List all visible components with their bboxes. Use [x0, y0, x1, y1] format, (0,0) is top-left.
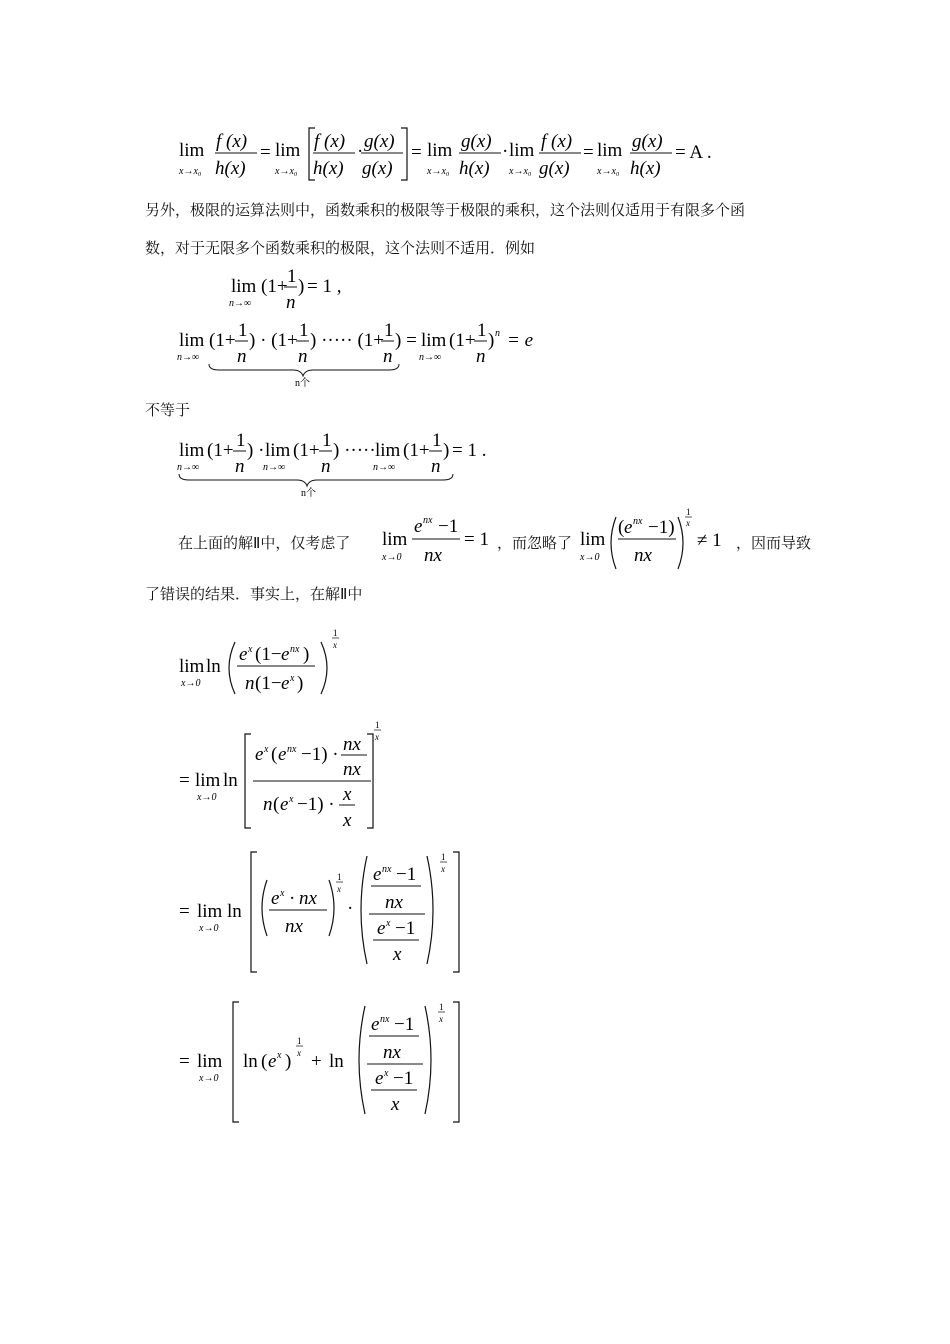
- svg-text:x: x: [375, 732, 379, 742]
- svg-text:x: x: [280, 888, 285, 899]
- svg-text:ln: ln: [243, 1051, 258, 1072]
- svg-text:x: x: [337, 884, 341, 894]
- svg-text:=: =: [179, 1051, 190, 1072]
- svg-text:x: x: [384, 1068, 389, 1079]
- svg-text:nx: nx: [287, 744, 297, 755]
- svg-text:=: =: [260, 142, 271, 163]
- svg-text:) ·: ) ·: [247, 440, 265, 461]
- svg-text:lim: lim: [580, 529, 606, 550]
- svg-text:n→∞: n→∞: [419, 352, 442, 363]
- derivation-step-1: [175, 626, 375, 698]
- svg-text:e: e: [373, 864, 382, 885]
- svg-text:): ): [303, 644, 310, 665]
- svg-text:nx: nx: [634, 545, 652, 566]
- svg-text:·: ·: [347, 898, 354, 919]
- svg-text:nx: nx: [285, 916, 303, 937]
- derivation-step-3: [175, 846, 475, 976]
- svg-text:g(x): g(x): [632, 131, 663, 152]
- svg-text:x→0: x→0: [181, 678, 201, 689]
- svg-text:lim: lim: [421, 330, 447, 351]
- svg-text:1: 1: [375, 720, 380, 730]
- svg-text:n→∞: n→∞: [229, 298, 252, 309]
- svg-text:1: 1: [322, 430, 332, 451]
- svg-text:n: n: [298, 346, 308, 367]
- svg-text:n: n: [245, 673, 255, 694]
- paragraph-inline-text: 在上面的解Ⅱ中，仅考虑了: [178, 534, 351, 552]
- svg-text:e: e: [278, 744, 287, 765]
- svg-text:lim: lim: [197, 901, 223, 922]
- svg-text:1: 1: [333, 628, 338, 638]
- svg-text:1: 1: [299, 320, 309, 341]
- svg-text:n→∞: n→∞: [177, 352, 200, 363]
- svg-text:x→x₀: x→x₀: [597, 166, 620, 177]
- svg-text:x: x: [386, 918, 391, 929]
- svg-text:x: x: [441, 864, 445, 874]
- svg-text:= e: = e: [507, 330, 534, 351]
- inline-formula-limit-neq: [576, 505, 736, 575]
- svg-text:h(x): h(x): [215, 158, 246, 179]
- svg-text:x: x: [439, 1014, 443, 1024]
- svg-text:x→0: x→0: [199, 923, 219, 934]
- svg-text:1: 1: [686, 507, 691, 517]
- svg-text:x: x: [333, 640, 337, 650]
- paragraph-inline-text: ，而忽略了: [497, 534, 573, 552]
- svg-text:) · (1+: ) · (1+: [249, 330, 298, 351]
- svg-text:e: e: [371, 1014, 380, 1035]
- equation-product-infinite: [175, 318, 555, 388]
- svg-text:ln: ln: [227, 901, 242, 922]
- svg-text:lim: lim: [179, 656, 205, 677]
- svg-text:−1: −1: [438, 516, 459, 537]
- svg-text:lim: lim: [375, 440, 401, 461]
- svg-text:1: 1: [439, 1002, 444, 1012]
- svg-text:(: (: [618, 517, 625, 538]
- svg-text:(1+: (1+: [209, 330, 236, 351]
- svg-text:1: 1: [477, 320, 487, 341]
- svg-text:): ): [297, 673, 304, 694]
- svg-text:x: x: [343, 784, 352, 805]
- svg-text:n: n: [286, 292, 296, 313]
- equation-lim-one: [225, 264, 365, 314]
- svg-text:n→∞: n→∞: [373, 462, 396, 473]
- svg-text:lim: lim: [597, 140, 623, 161]
- paragraph-line: 另外，极限的运算法则中，函数乘积的极限等于极限的乘积，这个法则仅适用于有限多个函: [145, 201, 746, 219]
- svg-text:g(x): g(x): [461, 131, 492, 152]
- svg-text:nx: nx: [383, 1042, 401, 1063]
- svg-text:nx: nx: [385, 892, 403, 913]
- svg-text:ln: ln: [329, 1051, 344, 1072]
- svg-text:e: e: [414, 516, 423, 537]
- svg-text:(1+: (1+: [449, 330, 476, 351]
- svg-text:x: x: [393, 944, 402, 965]
- svg-text:−1: −1: [395, 918, 416, 939]
- svg-text:n→∞: n→∞: [177, 462, 200, 473]
- svg-text:x: x: [264, 744, 269, 755]
- svg-text:x: x: [343, 810, 352, 831]
- svg-text:(1−: (1−: [255, 644, 282, 665]
- derivation-step-4: [175, 996, 475, 1126]
- svg-text:e: e: [271, 888, 280, 909]
- svg-text:lim: lim: [179, 330, 205, 351]
- svg-text:nx: nx: [290, 644, 300, 655]
- svg-text:+: +: [311, 1051, 322, 1072]
- svg-text:x: x: [297, 1048, 301, 1058]
- svg-text:−1: −1: [394, 1014, 415, 1035]
- svg-text:nx: nx: [633, 516, 643, 527]
- svg-text:): ): [443, 440, 450, 461]
- svg-text:1: 1: [287, 266, 297, 287]
- svg-text:x→x₀: x→x₀: [427, 166, 450, 177]
- svg-text:f (x): f (x): [541, 131, 573, 152]
- svg-text:x: x: [277, 1050, 282, 1061]
- svg-text:= 1 .: = 1 .: [452, 440, 487, 461]
- svg-text:nx: nx: [299, 888, 317, 909]
- svg-text:x→x₀: x→x₀: [509, 166, 532, 177]
- svg-text:lim: lim: [197, 1051, 223, 1072]
- svg-text:f (x): f (x): [314, 131, 346, 152]
- svg-text:e: e: [281, 673, 290, 694]
- svg-text:·: ·: [502, 141, 509, 162]
- svg-text:=: =: [179, 901, 190, 922]
- svg-text:f (x): f (x): [216, 131, 248, 152]
- svg-text:) ·····: ) ·····: [333, 440, 376, 461]
- equation-ratio-limit: [175, 122, 735, 184]
- svg-text:x→0: x→0: [382, 552, 402, 563]
- svg-text:nx: nx: [343, 759, 361, 780]
- svg-text:1: 1: [236, 430, 246, 451]
- svg-text:(: (: [271, 744, 278, 765]
- paragraph-inline-text: ，因而导致: [736, 534, 812, 552]
- svg-text:(1−: (1−: [255, 673, 282, 694]
- svg-text:lim: lim: [382, 529, 408, 550]
- svg-text:(1+: (1+: [261, 276, 288, 297]
- svg-text:−1) ·: −1) ·: [301, 744, 339, 765]
- paragraph-line: 数，对于无限多个函数乘积的极限，这个法则不适用．例如: [145, 239, 536, 257]
- derivation-step-2: [175, 718, 405, 836]
- svg-text:n→∞: n→∞: [263, 462, 286, 473]
- svg-text:x→x₀: x→x₀: [179, 166, 202, 177]
- svg-text:nx: nx: [343, 734, 361, 755]
- svg-text:=: =: [583, 142, 594, 163]
- svg-text:x: x: [290, 673, 295, 684]
- svg-text:n: n: [321, 456, 331, 477]
- svg-text:x: x: [248, 644, 253, 655]
- svg-text:g(x): g(x): [539, 158, 570, 179]
- svg-text:1: 1: [238, 320, 248, 341]
- svg-text:(1+: (1+: [403, 440, 430, 461]
- svg-text:lim: lim: [195, 770, 221, 791]
- svg-text:): ): [298, 276, 305, 297]
- svg-text:x: x: [686, 518, 690, 528]
- svg-text:nx: nx: [382, 864, 392, 875]
- svg-text:e: e: [281, 644, 290, 665]
- svg-text:n: n: [237, 346, 247, 367]
- svg-text:= 1: = 1: [464, 529, 489, 550]
- svg-text:): ): [285, 1051, 292, 1072]
- svg-text:nx: nx: [423, 515, 433, 526]
- svg-text:x→x₀: x→x₀: [275, 166, 298, 177]
- svg-text:h(x): h(x): [313, 158, 344, 179]
- svg-text:lim: lim: [179, 440, 205, 461]
- svg-text:e: e: [255, 744, 264, 765]
- svg-text:e: e: [280, 794, 289, 815]
- svg-text:≠ 1: ≠ 1: [697, 530, 722, 551]
- svg-text:nx: nx: [424, 545, 442, 566]
- svg-text:lim: lim: [275, 140, 301, 161]
- svg-text:h(x): h(x): [630, 158, 661, 179]
- svg-text:lim: lim: [509, 140, 535, 161]
- svg-text:n: n: [263, 794, 273, 815]
- svg-text:·: ·: [357, 141, 364, 162]
- svg-text:x: x: [391, 1094, 400, 1115]
- svg-text:x: x: [289, 794, 294, 805]
- svg-text:−1: −1: [396, 864, 417, 885]
- svg-text:−1): −1): [648, 517, 675, 538]
- svg-text:lim: lim: [427, 140, 453, 161]
- svg-text:): ): [488, 330, 495, 351]
- svg-text:) =: ) =: [395, 330, 417, 351]
- svg-text:x→0: x→0: [199, 1073, 219, 1084]
- inline-formula-limit-one: [378, 512, 498, 572]
- svg-text:e: e: [624, 517, 633, 538]
- svg-text:=: =: [411, 142, 422, 163]
- svg-text:1: 1: [384, 320, 394, 341]
- svg-text:g(x): g(x): [364, 131, 395, 152]
- svg-text:1: 1: [337, 872, 342, 882]
- svg-text:ln: ln: [223, 770, 238, 791]
- svg-text:ln: ln: [206, 656, 221, 677]
- svg-text:−1) ·: −1) ·: [297, 794, 335, 815]
- svg-text:e: e: [268, 1051, 277, 1072]
- svg-text:1: 1: [432, 430, 442, 451]
- svg-text:e: e: [377, 918, 386, 939]
- svg-text:x→0: x→0: [580, 552, 600, 563]
- svg-text:e: e: [239, 644, 248, 665]
- svg-text:(1+: (1+: [207, 440, 234, 461]
- paragraph-line: 不等于: [145, 401, 191, 419]
- svg-text:= A .: = A .: [675, 142, 712, 163]
- svg-text:g(x): g(x): [362, 158, 393, 179]
- equation-product-of-limits: [175, 428, 505, 500]
- lim-text: lim: [179, 140, 205, 161]
- svg-text:(: (: [261, 1051, 268, 1072]
- paragraph-line: 了错误的结果．事实上，在解Ⅱ中: [145, 585, 363, 603]
- svg-text:e: e: [375, 1068, 384, 1089]
- svg-text:n: n: [476, 346, 486, 367]
- svg-text:n: n: [235, 456, 245, 477]
- svg-text:x→0: x→0: [197, 792, 217, 803]
- svg-text:(: (: [273, 794, 280, 815]
- svg-text:lim: lim: [231, 276, 257, 297]
- svg-text:=: =: [179, 770, 190, 791]
- svg-text:·: ·: [289, 888, 296, 909]
- svg-text:h(x): h(x): [459, 158, 490, 179]
- svg-text:1: 1: [441, 852, 446, 862]
- svg-text:n个: n个: [301, 488, 316, 499]
- svg-text:−1: −1: [393, 1068, 414, 1089]
- svg-text:(1+: (1+: [293, 440, 320, 461]
- svg-text:n: n: [495, 328, 500, 339]
- svg-text:nx: nx: [380, 1014, 390, 1025]
- svg-text:n个: n个: [295, 378, 310, 388]
- svg-text:n: n: [383, 346, 393, 367]
- svg-text:) ····· (1+: ) ····· (1+: [310, 330, 385, 351]
- svg-text:n: n: [431, 456, 441, 477]
- svg-text:lim: lim: [265, 440, 291, 461]
- svg-text:1: 1: [297, 1036, 302, 1046]
- svg-text:= 1 ,: = 1 ,: [307, 276, 342, 297]
